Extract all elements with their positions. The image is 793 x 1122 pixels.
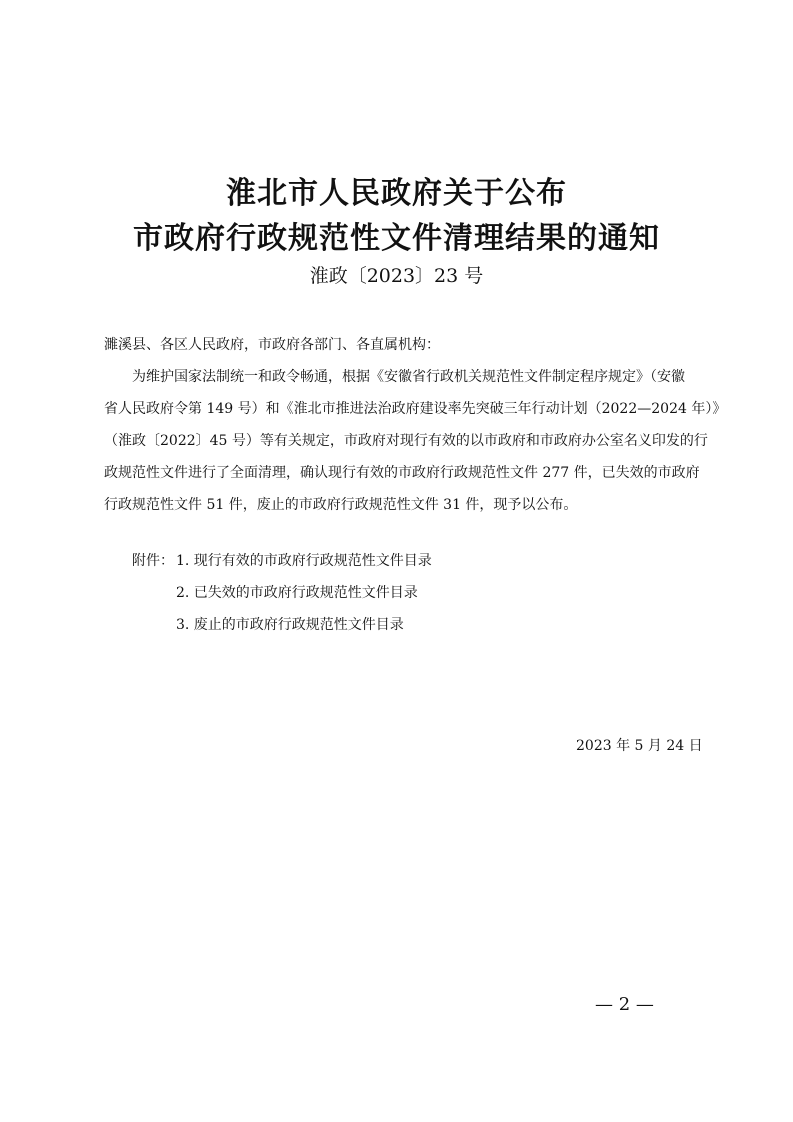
issue-date: 2023 年 5 月 24 日 — [576, 738, 703, 754]
body-paragraph-line: 行政规范性文件 51 件，废止的市政府行政规范性文件 31 件，现予以公布。 — [104, 497, 578, 513]
attachment-item: 3. 废止的市政府行政规范性文件目录 — [176, 617, 404, 633]
body-paragraph-line: 省人民政府令第 149 号）和《淮北市推进法治政府建设率先突破三年行动计划（2022—2024 年）》 — [104, 401, 727, 417]
body-paragraph-line: 政规范性文件进行了全面清理，确认现行有效的市政府行政规范性文件 277 件，已失效的市政府 — [104, 465, 700, 481]
document-number: 淮政〔2023〕23 号 — [309, 265, 484, 287]
document-title-line-1: 淮北市人民政府关于公布 — [226, 176, 567, 211]
document-title-line-2: 市政府行政规范性文件清理结果的通知 — [133, 221, 660, 256]
attachment-item: 2. 已失效的市政府行政规范性文件目录 — [176, 585, 418, 601]
salutation: 濉溪县、各区人民政府，市政府各部门、各直属机构： — [104, 337, 440, 353]
body-paragraph-line: 为维护国家法制统一和政令畅通，根据《安徽省行政机关规范性文件制定程序规定》（安徽 — [132, 369, 685, 385]
body-paragraph-line: （淮政〔2022〕45 号）等有关规定，市政府对现行有效的以市政府和市政府办公室名义印发的行 — [104, 433, 708, 449]
page-number: — 2 — — [595, 994, 654, 1015]
attachment-item: 1. 现行有效的市政府行政规范性文件目录 — [176, 553, 432, 569]
attachments-label: 附件： — [132, 553, 174, 569]
